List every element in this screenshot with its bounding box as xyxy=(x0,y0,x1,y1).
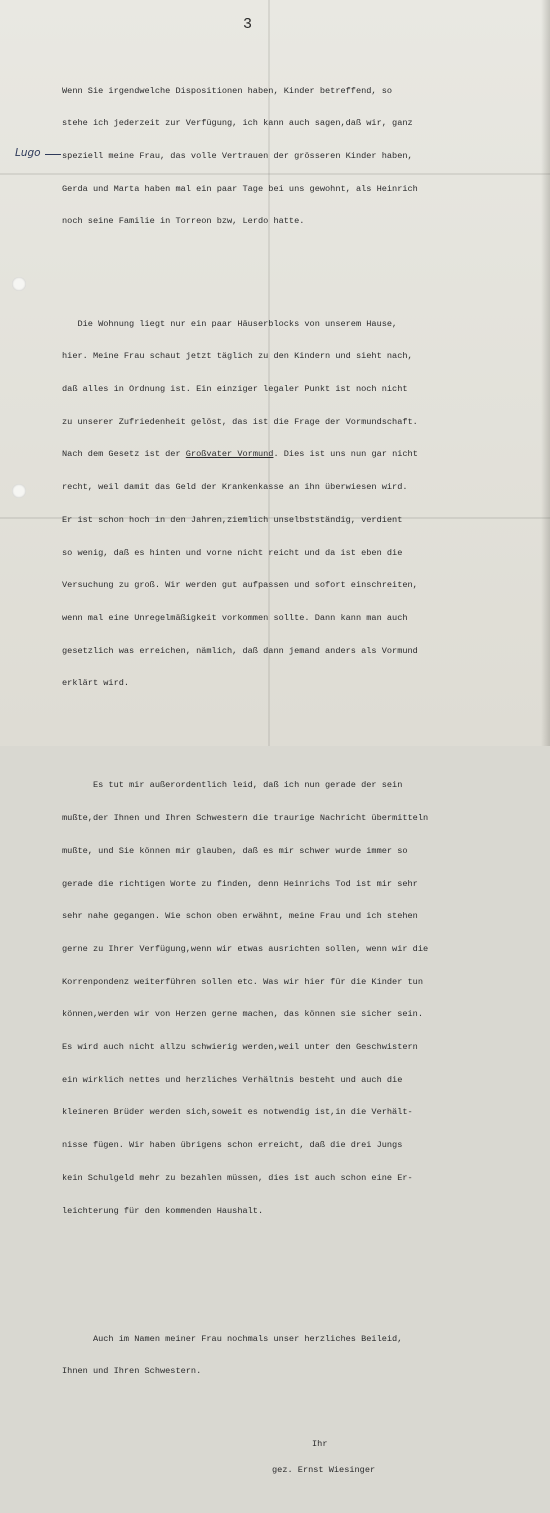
text-line: hier. Meine Frau schaut jetzt täglich zu den Kindern und sieht nach, xyxy=(62,351,413,362)
text-line: Gerda und Marta haben mal ein paar Tage bei uns gewohnt, als Heinrich xyxy=(62,183,418,194)
paragraph-3 xyxy=(62,759,542,1239)
text-fragment: Nach dem Gesetz ist der xyxy=(62,449,186,460)
text-line: gesetzlich was erreichen, nämlich, daß dann jemand anders als Vormund xyxy=(62,645,418,656)
text-line: Korrenpondenz weiterführen sollen etc. Was wir hier für die Kinder tun xyxy=(62,976,423,987)
text-line: können,werden wir von Herzen gerne machen, das können sie sicher sein. xyxy=(62,1009,423,1020)
text-line: Wenn Sie irgendwelche Dispositionen haben, Kinder betreffend, so xyxy=(62,85,393,96)
page-number: 3 xyxy=(243,16,253,33)
text-line: noch seine Familie in Torreon bzw, Lerdo hatte. xyxy=(62,216,305,227)
text-line: wenn mal eine Unregelmäßigkeit vorkommen sollte. Dann kann man auch xyxy=(62,612,408,623)
text-line: ein wirklich nettes und herzliches Verhältnis besteht und auch die xyxy=(62,1074,403,1085)
text-line-with-underline xyxy=(62,449,542,460)
text-line: kein Schulgeld mehr zu bezahlen müssen, dies ist auch schon eine Er- xyxy=(62,1172,413,1183)
paragraph-2 xyxy=(62,297,542,711)
text-line: Auch im Namen meiner Frau nochmals unser herzliches Beileid, xyxy=(62,1333,403,1344)
closing: Ihr xyxy=(312,1438,328,1449)
text-line: mußte,der Ihnen und Ihren Schwestern die traurige Nachricht übermitteln xyxy=(62,813,429,824)
text-line: Ihnen und Ihren Schwestern. xyxy=(62,1366,202,1377)
punch-hole xyxy=(12,484,26,498)
text-line: kleineren Brüder werden sich,soweit es notwendig ist,in die Verhält- xyxy=(62,1107,413,1118)
text-line: Es wird auch nicht allzu schwierig werden,weil unter den Geschwistern xyxy=(62,1042,418,1053)
text-line: speziell meine Frau, das volle Vertrauen der grösseren Kinder haben, xyxy=(62,151,413,162)
paper-edge-shadow xyxy=(541,0,550,746)
text-line: stehe ich jederzeit zur Verfügung, ich kann auch sagen,daß wir, ganz xyxy=(62,118,413,129)
text-line: zu unserer Zufriedenheit gelöst, das ist die Frage der Vormundschaft. xyxy=(62,416,418,427)
text-line: Er ist schon hoch in den Jahren,ziemlich unselbstständig, verdient xyxy=(62,514,403,525)
underlined-phrase: Großvater Vormund xyxy=(185,449,274,460)
text-line: nisse fügen. Wir haben übrigens schon erreicht, daß die drei Jungs xyxy=(62,1140,403,1151)
text-line: gerne zu Ihrer Verfügung,wenn wir etwas ausrichten sollen, wenn wir die xyxy=(62,943,429,954)
paragraph-1 xyxy=(62,64,542,249)
text-line: erklärt wird. xyxy=(62,678,130,689)
letter-body xyxy=(62,42,542,1513)
text-line: sehr nahe gegangen. Wie schon oben erwähnt, meine Frau und ich stehen xyxy=(62,911,418,922)
text-line: mußte, und Sie können mir glauben, daß es mir schwer wurde immer so xyxy=(62,845,408,856)
text-line: so wenig, daß es hinten und vorne nicht reicht und da ist eben die xyxy=(62,547,403,558)
text-line: Es tut mir außerordentlich leid, daß ich nun gerade der sein xyxy=(62,780,403,791)
text-line: recht, weil damit das Geld der Krankenkasse an ihn überwiesen wird. xyxy=(62,482,408,493)
margin-note-handwritten: Lugo xyxy=(15,147,41,159)
text-line: Versuchung zu groß. Wir werden gut aufpassen und sofort einschreiten, xyxy=(62,580,418,591)
text-line: leichterung für den kommenden Haushalt. xyxy=(62,1205,264,1216)
text-fragment: . Dies ist uns nun gar nicht xyxy=(273,449,418,460)
text-line: Die Wohnung liegt nur ein paar Häuserblocks von unserem Hause, xyxy=(62,318,398,329)
text-line: daß alles in Ordnung ist. Ein einziger legaler Punkt ist noch nicht xyxy=(62,383,408,394)
signature: gez. Ernst Wiesinger xyxy=(272,1464,376,1475)
punch-hole xyxy=(12,277,26,291)
text-line: gerade die richtigen Worte zu finden, denn Heinrichs Tod ist mir sehr xyxy=(62,878,418,889)
paragraph-4 xyxy=(62,1312,542,1399)
